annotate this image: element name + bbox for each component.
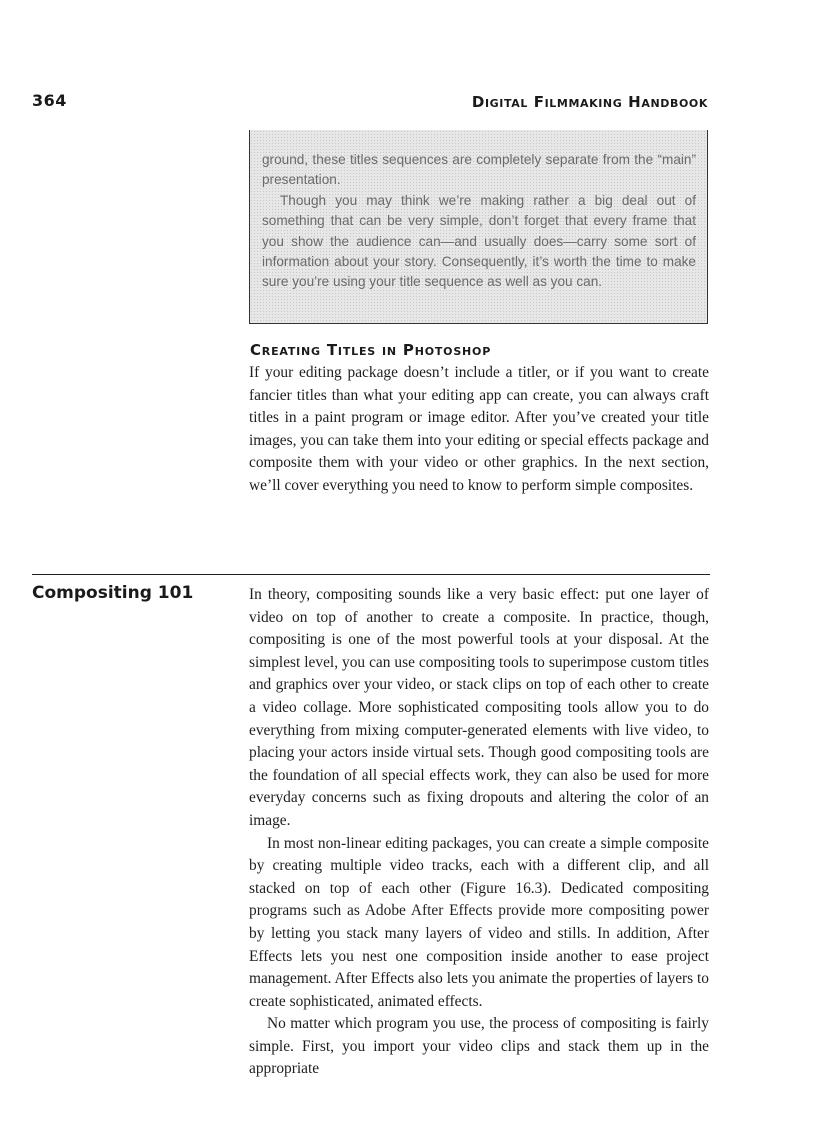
sidebar-box (249, 130, 708, 324)
sidebar-paragraph: Though you may think we’re making rather a big deal out of something that can be very simple, don’t forget that every frame that you show the audience can—and usually does—carry some sort of information about your story. Consequently, it’s worth the time to make sure you’re using your title sequence as well as you can. (262, 192, 696, 290)
compositing-section-body (249, 584, 709, 1081)
section-heading-compositing: Compositing 101 (32, 583, 194, 603)
sidebar-paragraph: ground, these titles sequences are completely separate from the “main” presentation. (262, 152, 696, 188)
sidebar-text (262, 150, 696, 293)
body-paragraph: In most non-linear editing packages, you can create a simple composite by creating multiple video tracks, each with a different clip, and all stacked on top of each other (Figure 16.3). Dedicated compositing programs such as Adobe After Effects provide more compositing power by letting you stack many layers of video and stills. In addition, After Effects lets you nest one composition inside another to ease project management. After Effects also lets you animate the properties of layers to create sophisticated, animated effects. (249, 834, 709, 1010)
subhead-creating-titles: Creating Titles in Photoshop (250, 341, 492, 359)
page-number: 364 (32, 91, 67, 110)
titles-section-body (249, 362, 709, 498)
body-paragraph: In theory, compositing sounds like a very basic effect: put one layer of video on top of another to create a composite. In practice, though, compositing is one of the most powerful tools at your disposal. At the simplest level, you can use compositing tools to superimpose custom titles and graphics over your video, or stack clips on top of each other to create a video collage. More sophisticated compositing tools allow you to do everything from mixing computer-generated elements with live video, to placing your actors inside virtual sets. Though good compositing tools are the foundation of all special effects work, they can also be used for more everyday concerns such as fixing dropouts and altering the color of an image. (249, 586, 709, 829)
section-divider (32, 574, 710, 575)
running-head: Digital Filmmaking Handbook (471, 93, 708, 111)
body-paragraph: If your editing package doesn’t include a titler, or if you want to create fancier titles than what your editing app can create, you can always craft titles in a paint program or image editor. After you’ve created your title images, you can take them into your editing or special effects package and composite them with your video or other graphics. In the next section, we’ll cover everything you need to know to perform simple composites. (249, 364, 709, 494)
body-paragraph: No matter which program you use, the process of compositing is fairly simple. First, you import your video clips and stack them up in the appropriate (249, 1015, 709, 1078)
